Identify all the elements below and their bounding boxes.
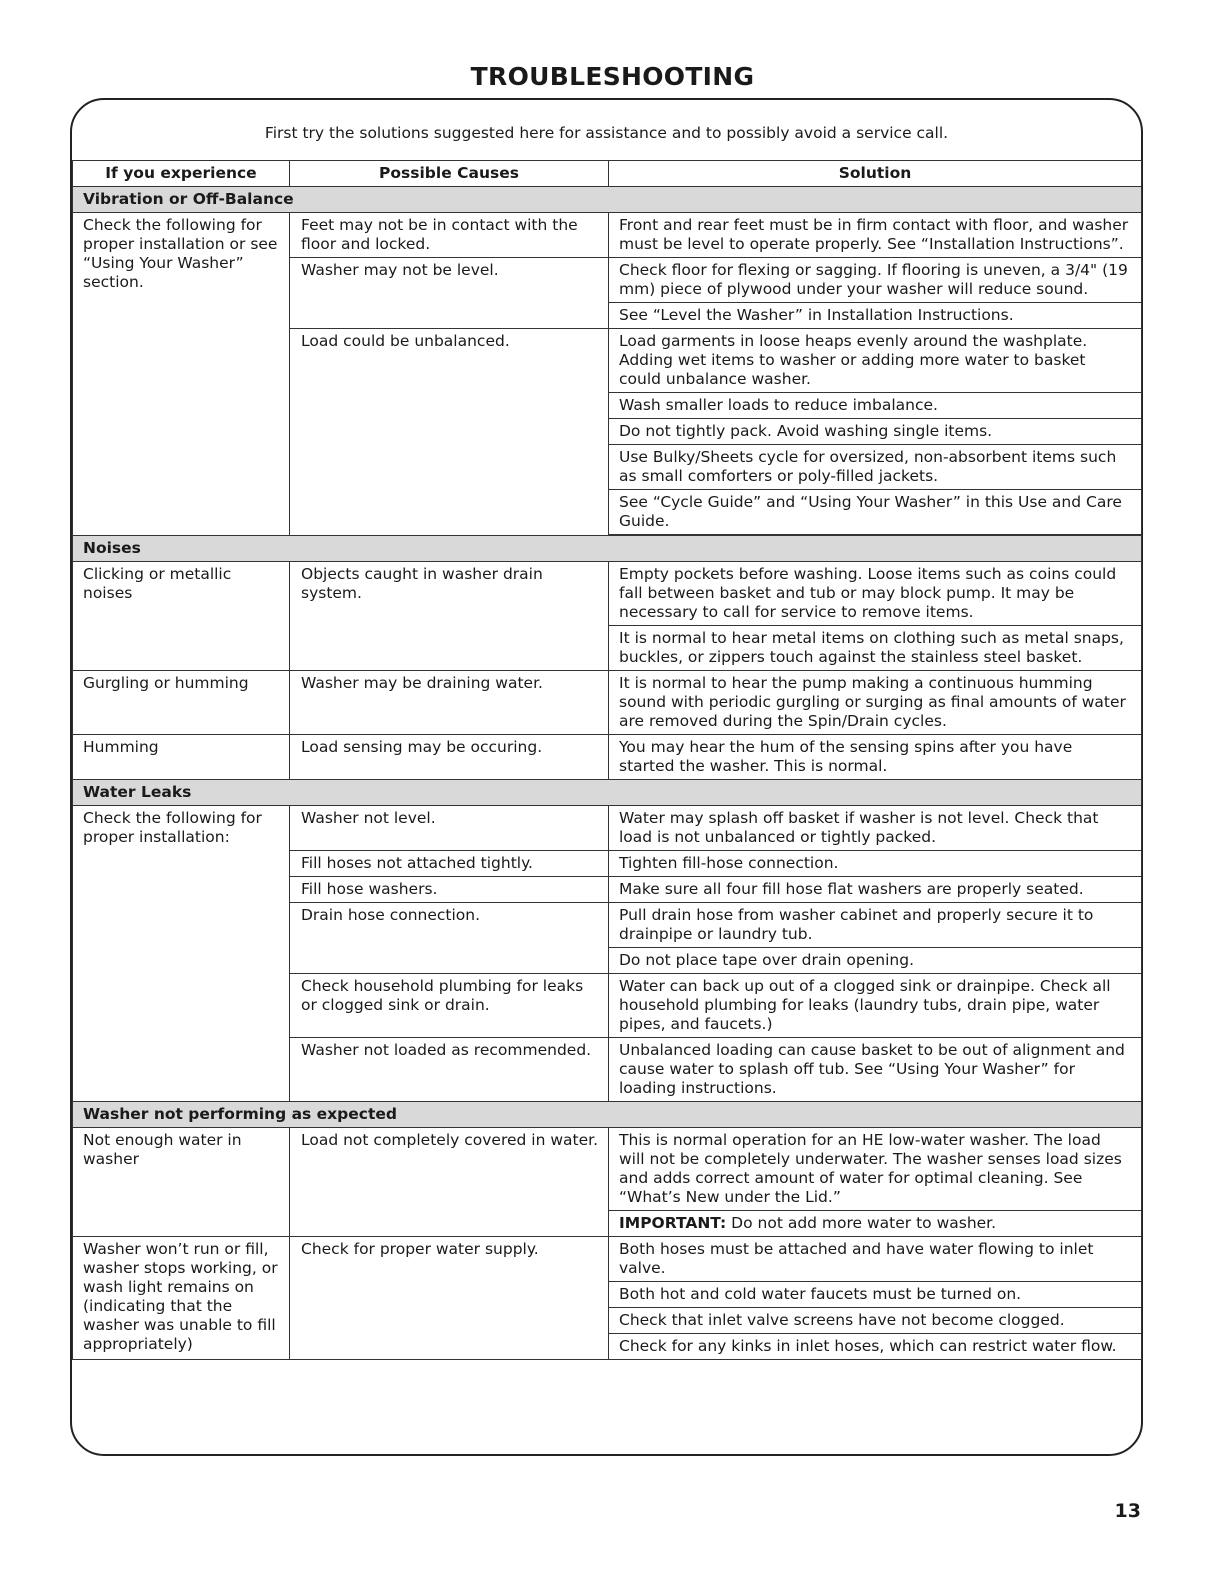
- important-text: Do not add more water to washer.: [726, 1214, 997, 1232]
- solution-cell: It is normal to hear metal items on clothing such as metal snaps, buckles, or zippers touch against the stainless steel basket.: [609, 626, 1142, 671]
- page-title: TROUBLESHOOTING: [470, 62, 755, 91]
- header-causes: Possible Causes: [290, 161, 609, 187]
- section-not-performing: [73, 1102, 1142, 1128]
- cause-cell: Feet may not be in contact with the floor and locked.: [290, 213, 609, 258]
- solution-cell: Check that inlet valve screens have not become clogged.: [609, 1308, 1142, 1334]
- section-title: Vibration or Off-Balance: [83, 190, 294, 208]
- cause-cell: Fill hoses not attached tightly.: [290, 851, 609, 877]
- solution-cell: Empty pockets before washing. Loose items such as coins could fall between basket and tub or may block pump. It may be necessary to call for service to remove items.: [609, 562, 1142, 626]
- symptom-cell: Check the following for proper installation:: [73, 806, 290, 1102]
- symptom-cell: Clicking or metallic noises: [73, 562, 290, 671]
- solution-cell: This is normal operation for an HE low-water washer. The load will not be completely underwater. The washer senses load sizes and adds correct amount of water for optimal cleaning. See “What’s New under the Lid.”: [609, 1128, 1142, 1211]
- solution-cell: Check for any kinks in inlet hoses, which can restrict water flow.: [609, 1334, 1142, 1360]
- cause-cell: Load not completely covered in water.: [290, 1128, 609, 1237]
- solution-cell: Both hoses must be attached and have water flowing to inlet valve.: [609, 1237, 1142, 1282]
- troubleshooting-table: [72, 160, 1142, 1360]
- header-experience: If you experience: [73, 161, 290, 187]
- solution-cell: Front and rear feet must be in firm contact with floor, and washer must be level to operate properly. See “Installation Instructions”.: [609, 213, 1142, 258]
- cause-cell: Fill hose washers.: [290, 877, 609, 903]
- page-number: 13: [1114, 1500, 1141, 1522]
- solution-cell: Use Bulky/Sheets cycle for oversized, non-absorbent items such as small comforters or poly-filled jackets.: [609, 445, 1142, 490]
- section-water-leaks: [73, 780, 1142, 806]
- solution-cell: Water may splash off basket if washer is not level. Check that load is not unbalanced or tightly packed.: [609, 806, 1142, 851]
- solution-cell: Tighten fill-hose connection.: [609, 851, 1142, 877]
- cause-cell: Washer may not be level.: [290, 258, 609, 329]
- section-vibration: [73, 187, 1142, 213]
- solution-cell: Do not place tape over drain opening.: [609, 948, 1142, 974]
- solution-cell: It is normal to hear the pump making a continuous humming sound with periodic gurgling or surging as final amounts of water are removed during the Spin/Drain cycles.: [609, 671, 1142, 735]
- intro-text: First try the solutions suggested here for assistance and to possibly avoid a service call.: [264, 124, 949, 142]
- solution-cell: Check floor for flexing or sagging. If flooring is uneven, a 3/4" (19 mm) piece of plywood under your washer will reduce sound.: [609, 258, 1142, 303]
- table-row: [73, 1128, 1142, 1211]
- cause-cell: Drain hose connection.: [290, 903, 609, 974]
- table-row: [73, 562, 1142, 626]
- section-title: Noises: [83, 539, 141, 557]
- symptom-cell: Washer won’t run or fill, washer stops working, or wash light remains on (indicating that the washer was unable to fill appropriately): [73, 1237, 290, 1360]
- cause-cell: Washer not level.: [290, 806, 609, 851]
- solution-cell: You may hear the hum of the sensing spins after you have started the washer. This is normal.: [609, 735, 1142, 780]
- symptom-cell: Humming: [73, 735, 290, 780]
- solution-cell: Wash smaller loads to reduce imbalance.: [609, 393, 1142, 419]
- cause-cell: Check for proper water supply.: [290, 1237, 609, 1360]
- important-label: IMPORTANT:: [619, 1214, 727, 1232]
- section-title: Water Leaks: [83, 783, 192, 801]
- table-header-row: [73, 161, 1142, 187]
- solution-cell: Unbalanced loading can cause basket to be out of alignment and cause water to splash off tub. See “Using Your Washer” for loading instructions.: [609, 1038, 1142, 1102]
- section-title: Washer not performing as expected: [83, 1105, 397, 1123]
- header-solution: Solution: [609, 161, 1142, 187]
- table-row: [73, 1237, 1142, 1282]
- solution-cell: [609, 1211, 1142, 1237]
- cause-cell: Load could be unbalanced.: [290, 329, 609, 536]
- cause-cell: Load sensing may be occuring.: [290, 735, 609, 780]
- solution-cell: Both hot and cold water faucets must be turned on.: [609, 1282, 1142, 1308]
- solution-cell: See “Level the Washer” in Installation Instructions.: [609, 303, 1142, 329]
- solution-cell: See “Cycle Guide” and “Using Your Washer” in this Use and Care Guide.: [609, 490, 1142, 535]
- solution-cell: Water can back up out of a clogged sink or drainpipe. Check all household plumbing for leaks (laundry tubs, drain pipe, water pipes, and faucets.): [609, 974, 1142, 1038]
- solution-cell: Do not tightly pack. Avoid washing single items.: [609, 419, 1142, 445]
- solution-cell: Load garments in loose heaps evenly around the washplate. Adding wet items to washer or adding more water to basket could unbalance washer.: [609, 329, 1142, 393]
- symptom-cell: Not enough water in washer: [73, 1128, 290, 1237]
- section-noises: [73, 536, 1142, 562]
- cause-cell: Washer not loaded as recommended.: [290, 1038, 609, 1102]
- cause-cell: Objects caught in washer drain system.: [290, 562, 609, 671]
- symptom-cell: Check the following for proper installation or see “Using Your Washer” section.: [73, 213, 290, 536]
- solution-cell: Pull drain hose from washer cabinet and properly secure it to drainpipe or laundry tub.: [609, 903, 1142, 948]
- cause-cell: Check household plumbing for leaks or clogged sink or drain.: [290, 974, 609, 1038]
- table-row: [73, 671, 1142, 735]
- cause-cell: Washer may be draining water.: [290, 671, 609, 735]
- table-row: [73, 806, 1142, 851]
- solution-cell: Make sure all four fill hose flat washers are properly seated.: [609, 877, 1142, 903]
- table-row: [73, 735, 1142, 780]
- table-row: [73, 213, 1142, 258]
- symptom-cell: Gurgling or humming: [73, 671, 290, 735]
